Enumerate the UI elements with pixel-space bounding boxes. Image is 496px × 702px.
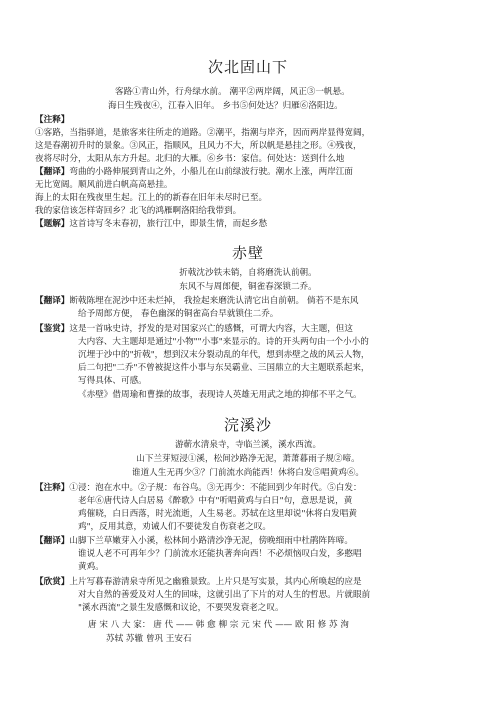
poem2-translation-label: 【翻译】 (35, 296, 70, 306)
poem1-appreciation-line (35, 219, 267, 230)
poem2-appreciation-line: 大内容、大主题却是通过"小物""小事"来显示的。诗的开头两句由一个小小的 (78, 337, 369, 347)
poem2-translation-line: 给予周郎方便， 春色幽深的铜雀高台早就锁住二乔。 (78, 309, 279, 319)
poem3-notes-label: 【注释】 (35, 483, 70, 493)
poem1-translation-line: 我的家信该怎样寄回乡？北飞的鸿雁啊洛阳给我带到。 (35, 206, 242, 216)
poem3-appreciation-line: 对大自然的善爱及对人生的回味，这就引出了下片的对人生的哲思。片就眼前 (78, 590, 371, 600)
poem1-translation-line (35, 167, 353, 178)
poem2-appreciation-line: 后二句把"二乔"不曾被捉这件小事与东吴霸业、三国鼎立的大主题联系起来， (78, 363, 370, 373)
poem3-appreciation-line (35, 577, 362, 588)
poem1-verse-line: 客路①青山外，行舟绿水前。 潮平②两岸阔，风正③一帆悬。 (115, 87, 350, 97)
poem1-translation-line: 海上的太阳在残夜里生起。江上的的新春在旧年未尽时已至。 (35, 193, 268, 203)
poem3-appreciation-label: 【欣赏】 (35, 577, 70, 587)
poem3-translation-text: 山脚下兰草嫩芽入小溪，松林间小路清沙净无泥，傍晚细雨中杜鹃阵阵啼。 (69, 536, 353, 546)
poem1-title: 次北固山下 (207, 58, 288, 76)
poem1-verse-line: 海日生残夜④，江春入旧年。 乡书⑤何处达？归雁⑥洛阳边。 (108, 101, 343, 111)
poem3-notes-line: 鸡"，反用其意，劝诫人们不要徒发自伤衰老之叹。 (78, 522, 272, 532)
poem3-title: 浣溪沙 (223, 416, 272, 434)
poem3-translation-line: 谁说人老不可再年少？门前流水还能执著奔向西！不必烦恼叹白发，多憨唱 (78, 549, 362, 559)
poem2-appreciation-line: 《赤壁》借周瑜和曹操的故事，表现诗人英雄无用武之地的抑郁不平之气。 (78, 390, 362, 400)
poem2-appreciation-label: 【鉴赏】 (35, 324, 70, 334)
poem1-note-line: 夜将尽时分，太阳从东方升起。北归的大雁。⑥乡书：家信。何处达：送到什么地 (35, 154, 345, 164)
poem1-notes-label: 【注释】 (35, 115, 70, 125)
poem3-translation-label: 【翻译】 (35, 536, 70, 546)
poem2-appreciation-line: 写得具体、可感。 (78, 376, 147, 386)
poem3-appreciation-line: "溪水西流"之景生发感慨和议论，不要哭发衰老之叹。 (78, 603, 284, 613)
poem1-appreciation-label: 【题解】 (35, 219, 70, 229)
poem3-verse-line: 山下兰芽短浸①溪，松间沙路净无泥，萧萧暮雨子规②啼。 (136, 454, 360, 464)
poem3-verse-line: 谁道人生无再少③？门前流水尚能西！休将白发⑤唱黄鸡⑥。 (131, 468, 365, 478)
poem2-translation-line (35, 296, 358, 307)
poem1-note-line: 这是春潮初升时的景象。③风正，指顺风，且风力不大，所以帆是悬挂之形。④残夜， (35, 141, 362, 151)
poem2-verse-line: 东风不与周郎便，铜雀春深锁二乔。 (179, 282, 317, 292)
poem3-appreciation-text: 上片写暮春游清泉寺所见之幽雅景致。上片只是写实景，其内心所唤起的应是 (69, 577, 362, 587)
poem2-title: 赤壁 (231, 244, 264, 262)
poem1-translation-line: 无比宽阔。顺风前进白帆高高悬挂。 (35, 180, 173, 190)
poem1-appreciation-text: 这首诗写冬末春初，旅行江中，即景生情，而起乡愁 (69, 219, 268, 229)
eight-masters-line: 唐 宋 八 大 家： 唐 代 —— 韩 愈 柳 宗 元 宋 代 —— 欧 阳 修 苏 洵 (88, 620, 349, 630)
poem1-translation-label: 【翻译】 (35, 167, 70, 177)
poem3-translation-line: 黄鸡。 (78, 562, 104, 572)
poem1-translation-text: 弯曲的小路伸展到青山之外，小船儿在山前绿波行驶。潮水上涨，两岸江面 (69, 167, 353, 177)
poem2-appreciation-line: 沉埋于沙中的"折戟"，想到汉末分裂动乱的年代，想到赤壁之战的风云人物， (78, 350, 370, 360)
poem3-notes-line (35, 483, 362, 494)
poem3-verse-line: 游蕲水清泉寺，寺临兰溪，溪水西流。 (174, 440, 322, 450)
poem2-appreciation-text: 这是一首咏史诗，抒发的是对国家兴亡的感慨，可谓大内容，大主题，但这 (69, 324, 353, 334)
poem3-translation-line (35, 536, 353, 547)
poem2-translation-text: 断戟陈埋在泥沙中还未烂掉， 我捡起来磨洗认清它出自前朝。 倘若不是东风 (69, 296, 359, 306)
poem3-notes-line: 鸡催晓，白日西落，时光流逝，人生易老。苏轼在这里却说"休将白发唱黄 (78, 509, 357, 519)
poem2-appreciation-line (35, 324, 353, 335)
eight-masters-line: 苏轼 苏辙 曾巩 王安石 (106, 634, 192, 644)
poem3-notes-line: 老年⑥唐代诗人白居易《醉歌》中有"听唱黄鸡与白日"句，意思是说，黄 (78, 496, 353, 506)
poem3-notes-text: ①浸：泡在水中。②子规：布谷鸟。③无再少：不能回到少年时代。⑤白发： (69, 483, 362, 493)
poem2-verse-line: 折戟沈沙铁未销，自将磨洗认前朝。 (179, 268, 317, 278)
poem1-note-line: ①客路，当指驿道，是旅客来往所走的道路。②潮平，指潮与岸齐，因而两岸显得宽阔， (35, 128, 371, 138)
